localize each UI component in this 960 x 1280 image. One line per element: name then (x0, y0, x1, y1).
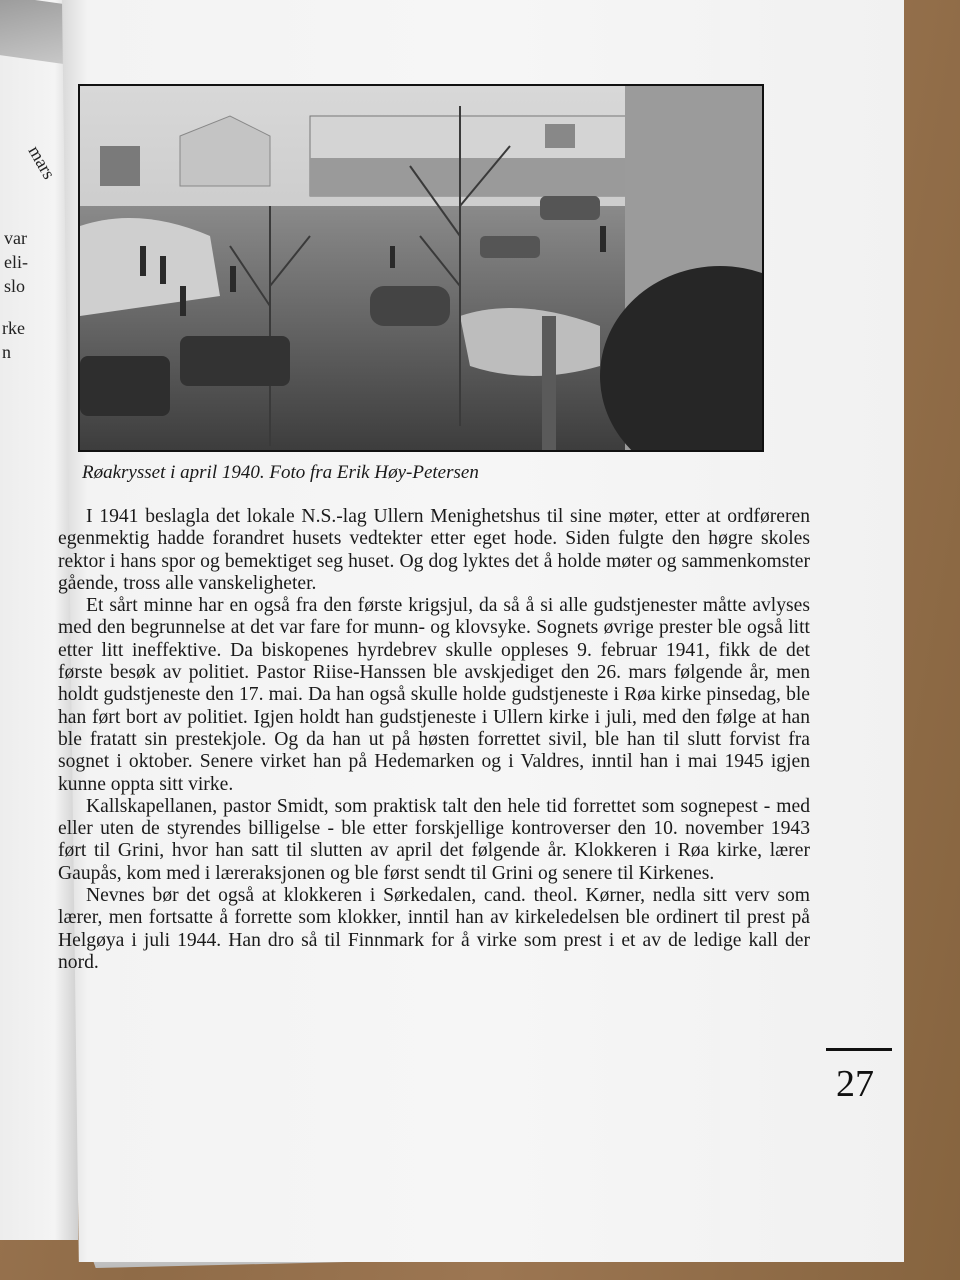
historical-photo (78, 84, 764, 452)
photo-icon (80, 86, 762, 450)
left-page-fragment: eli- (4, 252, 28, 272)
left-page-fragment: rke (2, 318, 25, 338)
paragraph: Et sårt minne har en også fra den første krigsjul, da så å si alle gudstjenester måtte avlyses med den begrunnelse at det var fare for munn- og klovsyke. Sognets øvrige prester ble også litt etter litt ineffektive. Da biskopenes hyrdebrev skulle oppleses 9. februar 1941, fikk de det første besøk av politiet. Pastor Riise-Hanssen ble avskjediget den 26. mars følgende år, men holdt gudstjeneste den 17. mai. Da han også skulle holde gudstjeneste i Røa kirke pinsedag, ble han ført bort av politiet. Igjen holdt han gudstjeneste i Ullern kirke i juli, med den følge at han ble fratatt sin prestekjole. Og da han ut på høsten forrettet sivil, ble han til slutt forvist fra sognet i oktober. Senere virket han på Hedemarken og i Valdres, inntil han i mai 1945 igjen kunne oppta sitt virke. (58, 595, 810, 795)
page-number-rule (826, 1048, 892, 1051)
left-page-fragment: slo (4, 276, 26, 296)
body-text (58, 506, 810, 974)
paragraph: Kallskapellanen, pastor Smidt, som praktisk talt den hele tid forrettet som sognepest - med eller uten de styrendes billigelse - ble etter forskjellige kontroverser den 10. november 1943 ført til Grini, hvor han satt til slutten av april det følgende år. Klokkeren i Røa kirke, lærer Gaupås, kom med i læreraksjonen og ble først sendt til Grini og senere til Kirkenes. (58, 795, 810, 884)
paragraph: I 1941 beslagla det lokale N.S.-lag Ullern Menighetshus til sine møter, etter at ordføreren egenmektig hadde forandret husets vedtekter etter eget hode. Siden fulgte den høgre skoles rektor i hans spor og bemektiget seg huset. Og dog lyktes det å holde møter og sammenkomster gående, tross alle vanskeligheter. (58, 506, 810, 594)
page-number: 27 (836, 1063, 874, 1105)
left-page-gray-band (0, 0, 70, 65)
photo-caption: Røakrysset i april 1940. Foto fra Erik Høy-Petersen (82, 462, 479, 483)
left-page-fragment: mars (24, 142, 60, 183)
left-page-fragment: var (4, 228, 27, 248)
paragraph: Nevnes bør det også at klokkeren i Sørkedalen, cand. theol. Kørner, nedla sitt verv som lærer, men fortsatte å forrette som klokker, inntil han av kirkeledelsen ble ordinert til prest på Helgøya i juli 1944. Han dro så til Finnmark for å virke som prest i et av de ledige kall der nord. (58, 885, 810, 973)
left-page-fragment: n (2, 342, 11, 362)
